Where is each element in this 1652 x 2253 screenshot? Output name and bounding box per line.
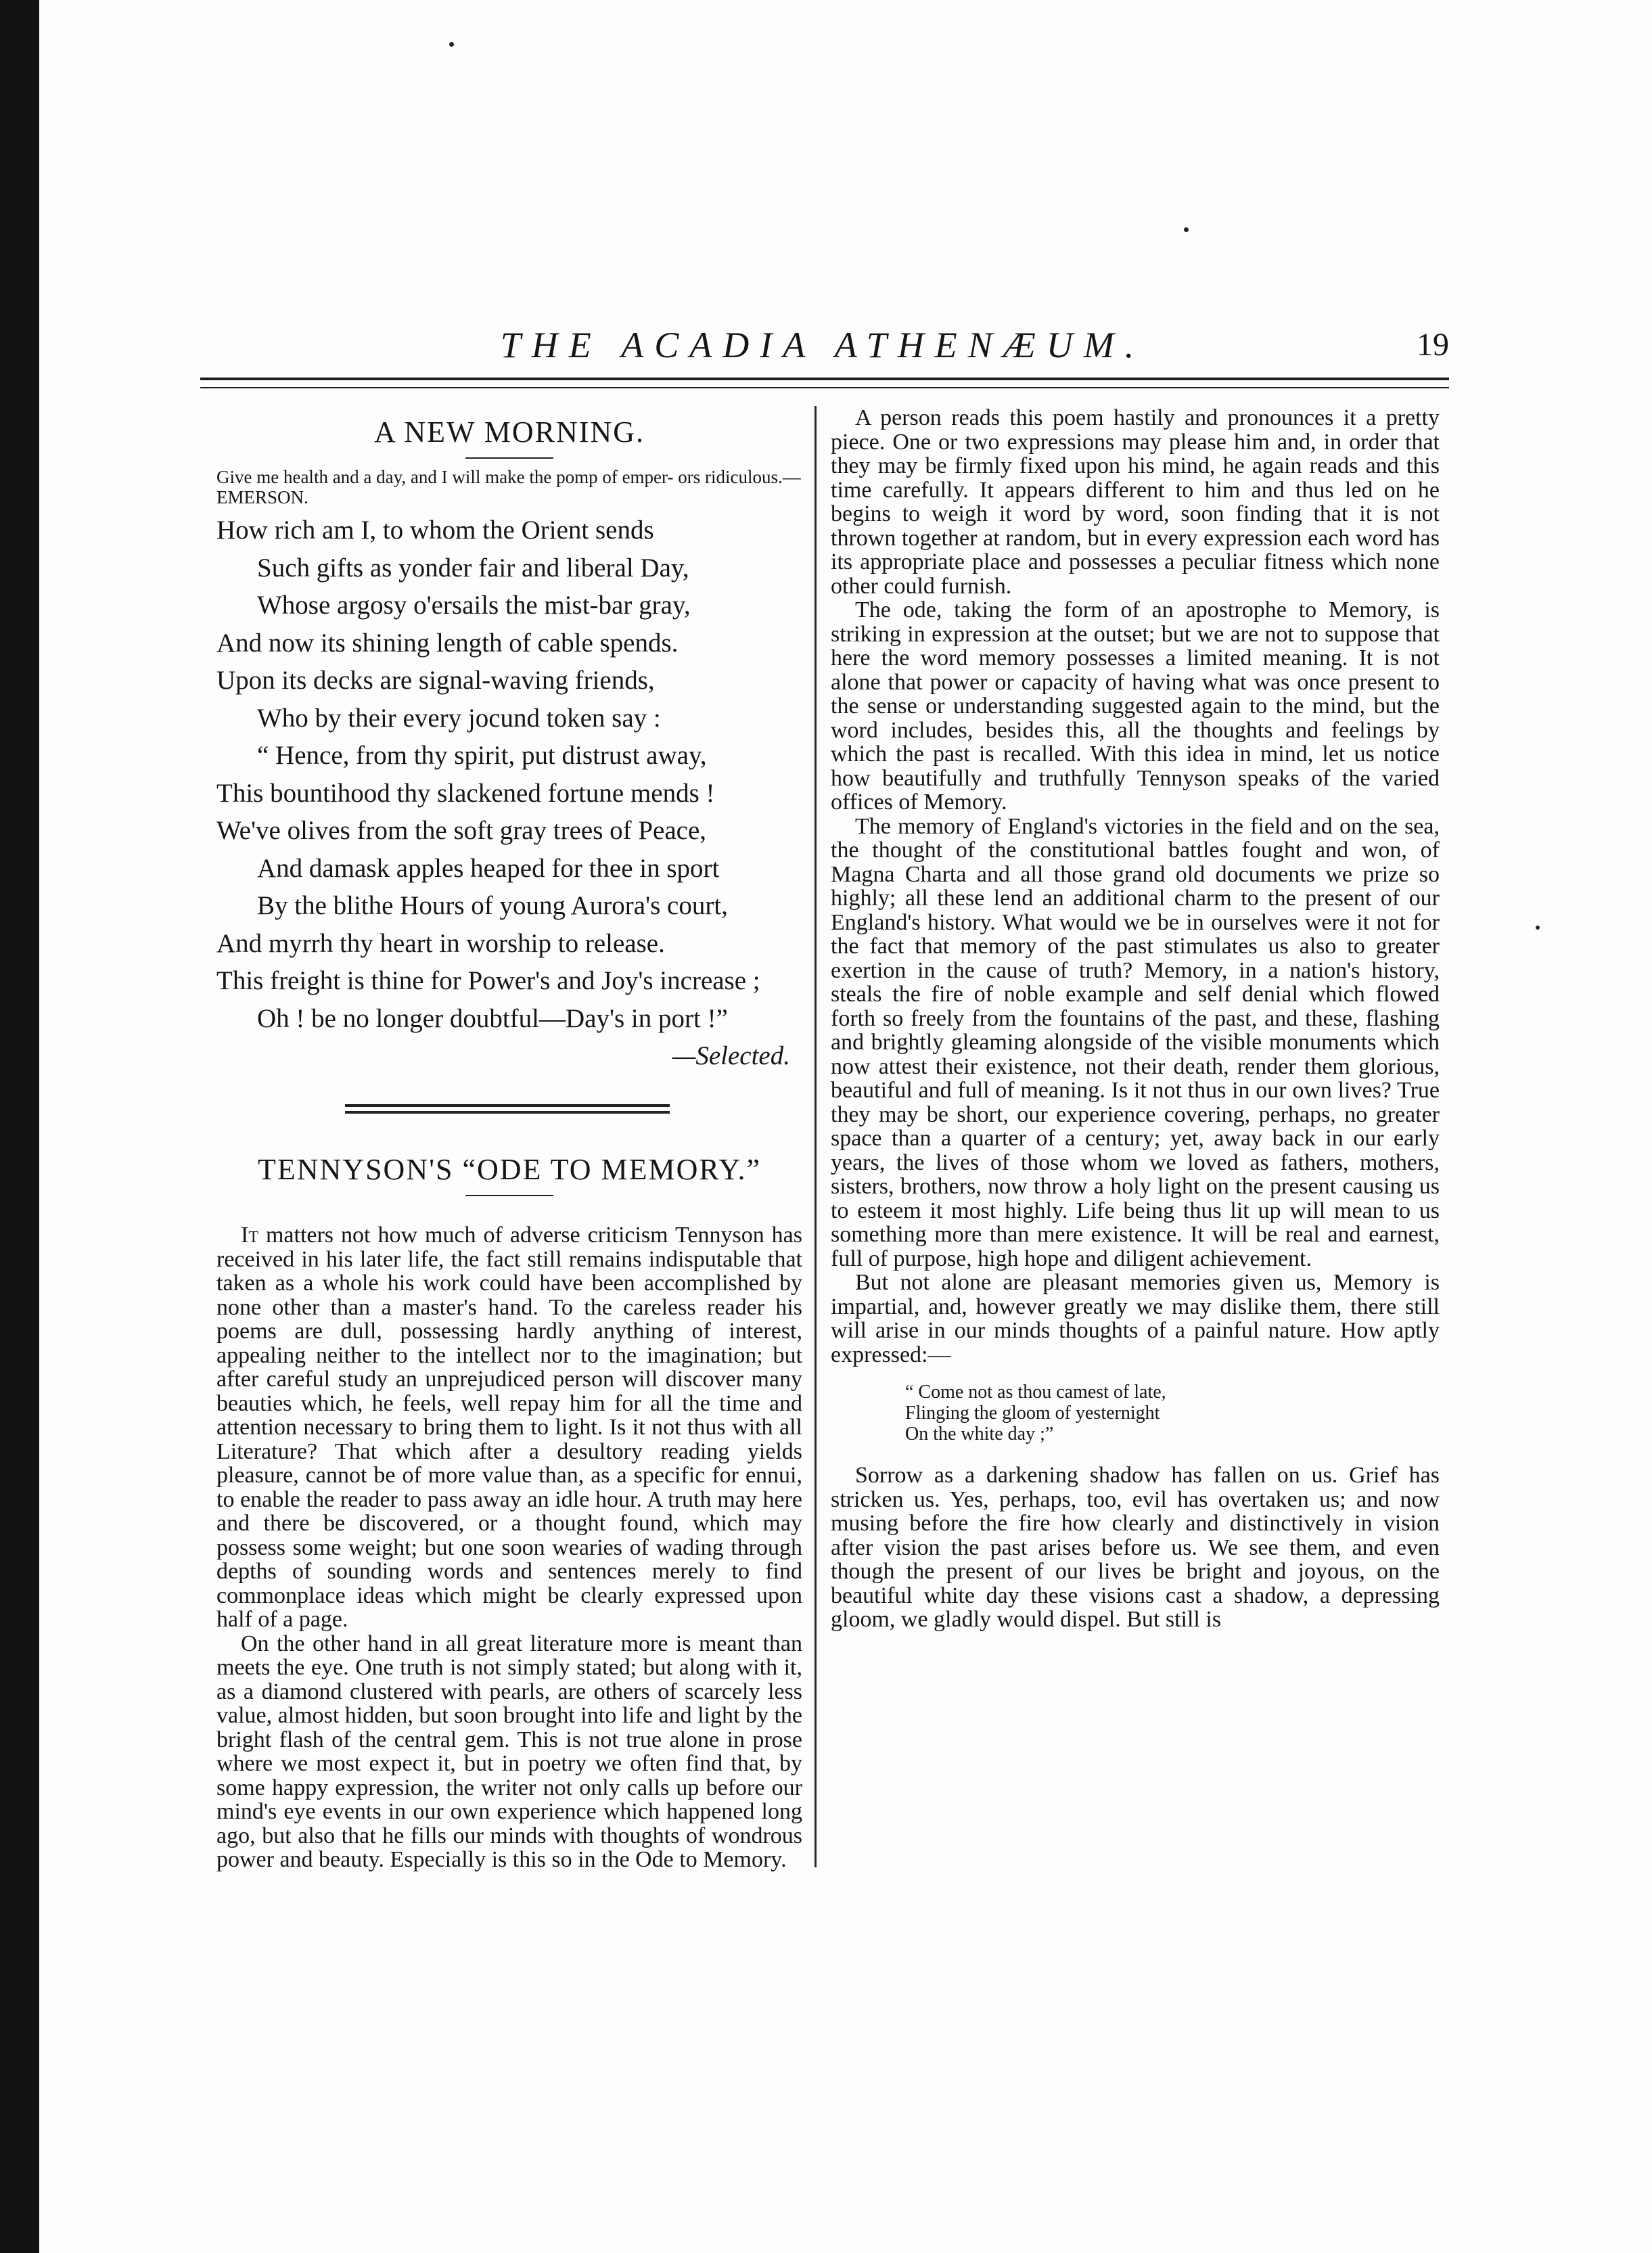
poem-line: Upon its decks are signal-waving friends,	[216, 666, 655, 695]
poem-epigraph: Give me health and a day, and I will make the pomp of emper- ors ridiculous.—EMERSON.	[216, 467, 801, 507]
poem-title: A NEW MORNING.	[374, 415, 645, 449]
paragraph-text: matters not how much of adverse criticism Tennyson has received in his later life, the fact still remains indisputable that taken as a whole his work could have been accomplished by none other than a master's hand. To the careless reader his poems are dull, possessing hardly anything of interest, appealing neither to the intellect nor to the imagination; but after careful study an unprejudiced person will discover many beauties which, he feels, well repay him for all the time and attention necessary to bring them to light. Is it not thus with all Literature? That which after a desultory reading yields pleasure, cannot be of more value than, as a specific for ennui, to enable the reader to pass away an idle hour. A truth may here and there be discovered, or a thought found, which may possess some weight; but one soon wearies of wading through depths of sounding words and sentences merely to find commonplace ideas which might be clearly expressed upon half of a page.	[216, 1223, 802, 1632]
running-header	[200, 325, 1449, 399]
ink-speck	[1536, 926, 1540, 930]
article-paragraph	[216, 1223, 802, 1632]
article-title: TENNYSON'S “ODE TO MEMORY.”	[258, 1153, 761, 1186]
poem-line: And now its shining length of cable spends.	[216, 628, 679, 658]
title-rule	[465, 457, 553, 459]
title-rule	[465, 1195, 553, 1196]
header-rule	[200, 387, 1449, 388]
poem-line: How rich am I, to whom the Orient sends	[216, 516, 654, 545]
poem-line: Who by their every jocund token say :	[257, 703, 661, 733]
page-number: 19	[1417, 327, 1449, 363]
lead-word: It	[241, 1223, 258, 1248]
ink-speck	[1184, 227, 1189, 232]
article-paragraph: A person reads this poem hastily and pronounces it a pretty piece. One or two expressions may please him and, in order that they may be firmly fixed upon his mind, he again reads and this time carefully. It appears different to him and thus led on he begins to weigh it word by word, soon finding that it is not thrown together at random, but in every expression each word has its appropriate place and possesses a peculiar fitness which none other could furnish.	[831, 405, 1440, 599]
binding-edge	[0, 0, 39, 2253]
poem-line: We've olives from the soft gray trees of Peace,	[216, 816, 707, 845]
poem-line: Whose argosy o'ersails the mist-bar gray,	[257, 591, 691, 620]
block-quote	[831, 1382, 1440, 1444]
article-paragraph: The memory of England's victories in the field and on the sea, the thought of the constitutional battles fought and won, of Magna Charta and all those grand old documents we prize so highly; all these lend an additional charm to the present of our England's history. What would we be in ourselves were it not for the fact that memory of the past stimulates us also to greater exertion in the cause of truth? Memory, in a nation's history, steals the fire of noble example and self denial which flowed forth so freely from the fountains of the past, and these, flashing and brightly gleaming alongside of the visible monuments which now attest their existence, not their death, render them glorious, beautiful and full of meaning. Is it not thus in our own lives? True they may be short, our experience covering, perhaps, no greater space than a quarter of a century; yet, away back in our early years, the lives of those whom we loved as fathers, mothers, sisters, brothers, now throw a holy light on the present causing us to esteem it most highly. Life being thus lit up will mean to us something more than mere existence. It will be real and earnest, full of purpose, high hope and diligent achievement.	[831, 813, 1440, 1271]
running-title: THE ACADIA ATHENÆUM.	[500, 325, 1145, 365]
poem-line: And damask apples heaped for thee in sport	[257, 853, 720, 883]
quote-line: “ Come not as thou camest of late,	[905, 1382, 1166, 1403]
article-paragraph: On the other hand in all great literature more is meant than meets the eye. One truth is not simply stated; but along with it, as a diamond clustered with pearls, are others of scarcely less value, almost hidden, but soon brought into life and light by the bright flash of the central gem. This is not true alone in prose where we most expect it, but in poetry we often find that, by some happy expression, the writer not only calls up before our mind's eye events in our own experience which happened long ago, but also that he fills our minds with thoughts of wondrous power and beauty. Especially is this so in the Ode to Memory.	[216, 1631, 802, 1872]
poem-line: Such gifts as yonder fair and liberal Day,	[257, 553, 689, 583]
poem-body	[216, 511, 802, 1037]
poem-line: This freight is thine for Power's and Joy's increase ;	[216, 966, 760, 995]
article-paragraph: The ode, taking the form of an apostrophe to Memory, is striking in expression at the outset; but we are not to suppose that here the word memory possesses a limited meaning. It is not alone that power or capacity of having what was once present to the sense or understanding suggested again to the mind, but the word includes, besides this, all the thoughts and feelings by which the past is recalled. With this idea in mind, let us notice how beautifully and truthfully Tennyson speaks of the varied offices of Memory.	[831, 597, 1440, 815]
poem-line: By the blithe Hours of young Aurora's court,	[257, 891, 728, 920]
article-paragraph: But not alone are pleasant memories given us, Memory is impartial, and, however greatly we may dislike them, there still will arise in our minds thoughts of a painful nature. How aptly expressed:—	[831, 1270, 1440, 1367]
column-divider	[814, 406, 817, 1867]
poem-line: This bountihood thy slackened fortune mends !	[216, 778, 715, 808]
ink-speck	[449, 42, 454, 47]
section-divider	[216, 1097, 802, 1124]
right-column	[831, 406, 1440, 1632]
quote-line: Flinging the gloom of yesternight	[905, 1403, 1160, 1424]
poem-line: Oh ! be no longer doubtful—Day's in port !”	[257, 1003, 728, 1033]
header-rule	[200, 378, 1449, 380]
left-column	[216, 406, 802, 1872]
poem-line: And myrrh thy heart in worship to release.	[216, 928, 665, 958]
article-paragraph: Sorrow as a darkening shadow has fallen on us. Grief has stricken us. Yes, perhaps, too, evil has overtaken us; and now musing before the fire how clearly and distinctively in vision after vision the past arises before us. We see them, and even though the present of our lives be bright and joyous, on the beautiful white day these visions cast a shadow, a depressing gloom, we gladly would dispel. But still is	[831, 1463, 1440, 1632]
quote-line: On the white day ;”	[905, 1424, 1054, 1444]
poem-line: “ Hence, from thy spirit, put distrust away,	[257, 741, 707, 770]
poem-attribution: —Selected.	[672, 1041, 790, 1070]
